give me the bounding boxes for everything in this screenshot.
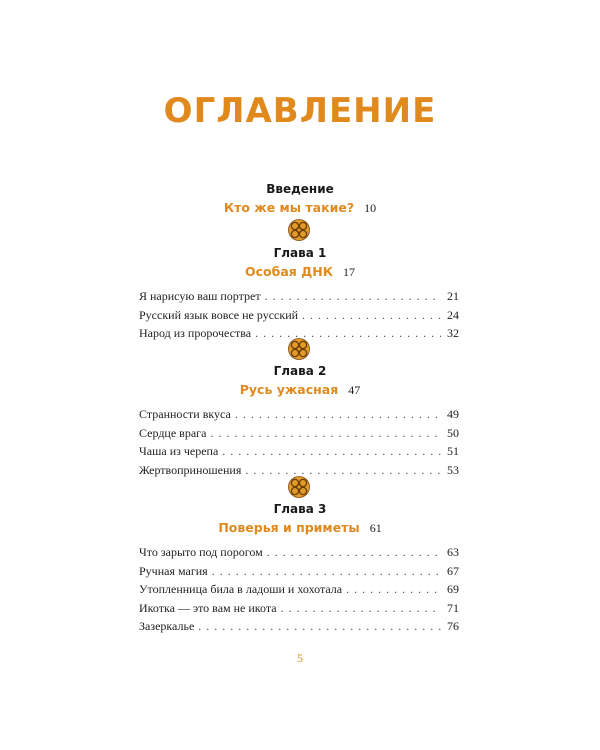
- dot-leader: [235, 405, 441, 424]
- chapter-1-entry[interactable]: [0, 263, 600, 281]
- toc-entry[interactable]: [139, 306, 459, 325]
- chapter-3-entry[interactable]: [0, 519, 600, 537]
- toc-entry[interactable]: [139, 617, 459, 636]
- toc-entry[interactable]: [139, 562, 459, 581]
- toc-entry[interactable]: [139, 287, 459, 306]
- dot-leader: [210, 424, 441, 443]
- chapter-1-heading: Глава 1: [273, 246, 327, 260]
- toc-entry-label: Утопленница била в ладоши и хохотала: [139, 582, 343, 596]
- toc-entry[interactable]: [139, 599, 459, 618]
- toc-entry-label: Сердце врага: [139, 425, 207, 440]
- toc-entry[interactable]: [139, 543, 459, 562]
- dot-leader: [267, 543, 441, 562]
- toc-entry-page: 49: [447, 407, 459, 421]
- toc-entry-label: Ручная магия: [139, 563, 208, 578]
- dot-leader: [265, 287, 441, 306]
- chapter-1-title: Особая ДНК: [245, 264, 333, 279]
- chapter-3-heading: Глава 3: [273, 502, 327, 516]
- chapter-1-entries: [139, 287, 459, 343]
- toc-entry[interactable]: [139, 580, 459, 599]
- chapter-2-heading: Глава 2: [273, 364, 327, 378]
- toc-entry-label: Чаша из черепа: [139, 444, 219, 458]
- knot-ornament-icon: [288, 338, 310, 360]
- intro-page: 10: [364, 201, 377, 215]
- knot-ornament-icon: [288, 476, 310, 498]
- toc-entry-page: 63: [447, 545, 459, 559]
- toc-entry-page: 24: [447, 307, 459, 322]
- toc-entry[interactable]: [139, 405, 459, 424]
- page-title: ОГЛАВЛЕНИЕ: [163, 91, 437, 131]
- toc-entry-page: 69: [447, 582, 459, 596]
- toc-entry-label: Икотка — это вам не икота: [139, 600, 277, 615]
- toc-entry-label: Народ из пророчества: [139, 326, 252, 340]
- intro-heading: Введение: [266, 182, 334, 196]
- toc-entry-page: 71: [447, 600, 459, 615]
- toc-entry-label: Зазеркалье: [139, 619, 195, 633]
- toc-entry-page: 53: [447, 462, 459, 477]
- dot-leader: [281, 599, 441, 618]
- toc-entry-page: 51: [447, 444, 459, 458]
- toc-entry-label: Жертвоприношения: [139, 462, 242, 477]
- chapter-1-page: 17: [342, 265, 355, 279]
- toc-entry-page: 21: [447, 289, 459, 303]
- page-number: 5: [297, 651, 303, 665]
- toc-entry-page: 32: [447, 326, 459, 340]
- toc-entry-label: Я нарисую ваш портрет: [139, 289, 261, 303]
- dot-leader: [255, 324, 441, 343]
- toc-entry-page: 50: [447, 425, 459, 440]
- toc-entry-page: 67: [447, 563, 459, 578]
- chapter-2-title: Русь ужасная: [239, 382, 339, 397]
- toc-entry-label: Русский язык вовсе не русский: [139, 307, 299, 322]
- knot-ornament-icon: [288, 219, 310, 241]
- dot-leader: [198, 617, 441, 636]
- dot-leader: [346, 580, 441, 599]
- dot-leader: [302, 306, 441, 325]
- chapter-3-page: 61: [369, 521, 382, 535]
- chapter-3-title: Поверья и приметы: [218, 520, 360, 535]
- dot-leader: [222, 442, 441, 461]
- chapter-2-entries: [139, 405, 459, 479]
- chapter-2-page: 47: [348, 383, 361, 397]
- intro-entry[interactable]: [0, 199, 600, 217]
- toc-entry-label: Странности вкуса: [139, 407, 231, 421]
- toc-entry-label: Что зарыто под порогом: [139, 545, 263, 559]
- intro-title: Кто же мы такие?: [223, 200, 355, 215]
- toc-entry[interactable]: [139, 442, 459, 461]
- toc-entry-page: 76: [447, 619, 459, 633]
- dot-leader: [212, 562, 441, 581]
- chapter-3-entries: [139, 543, 459, 636]
- toc-entry[interactable]: [139, 424, 459, 443]
- chapter-2-entry[interactable]: [0, 381, 600, 399]
- dot-leader: [245, 461, 441, 480]
